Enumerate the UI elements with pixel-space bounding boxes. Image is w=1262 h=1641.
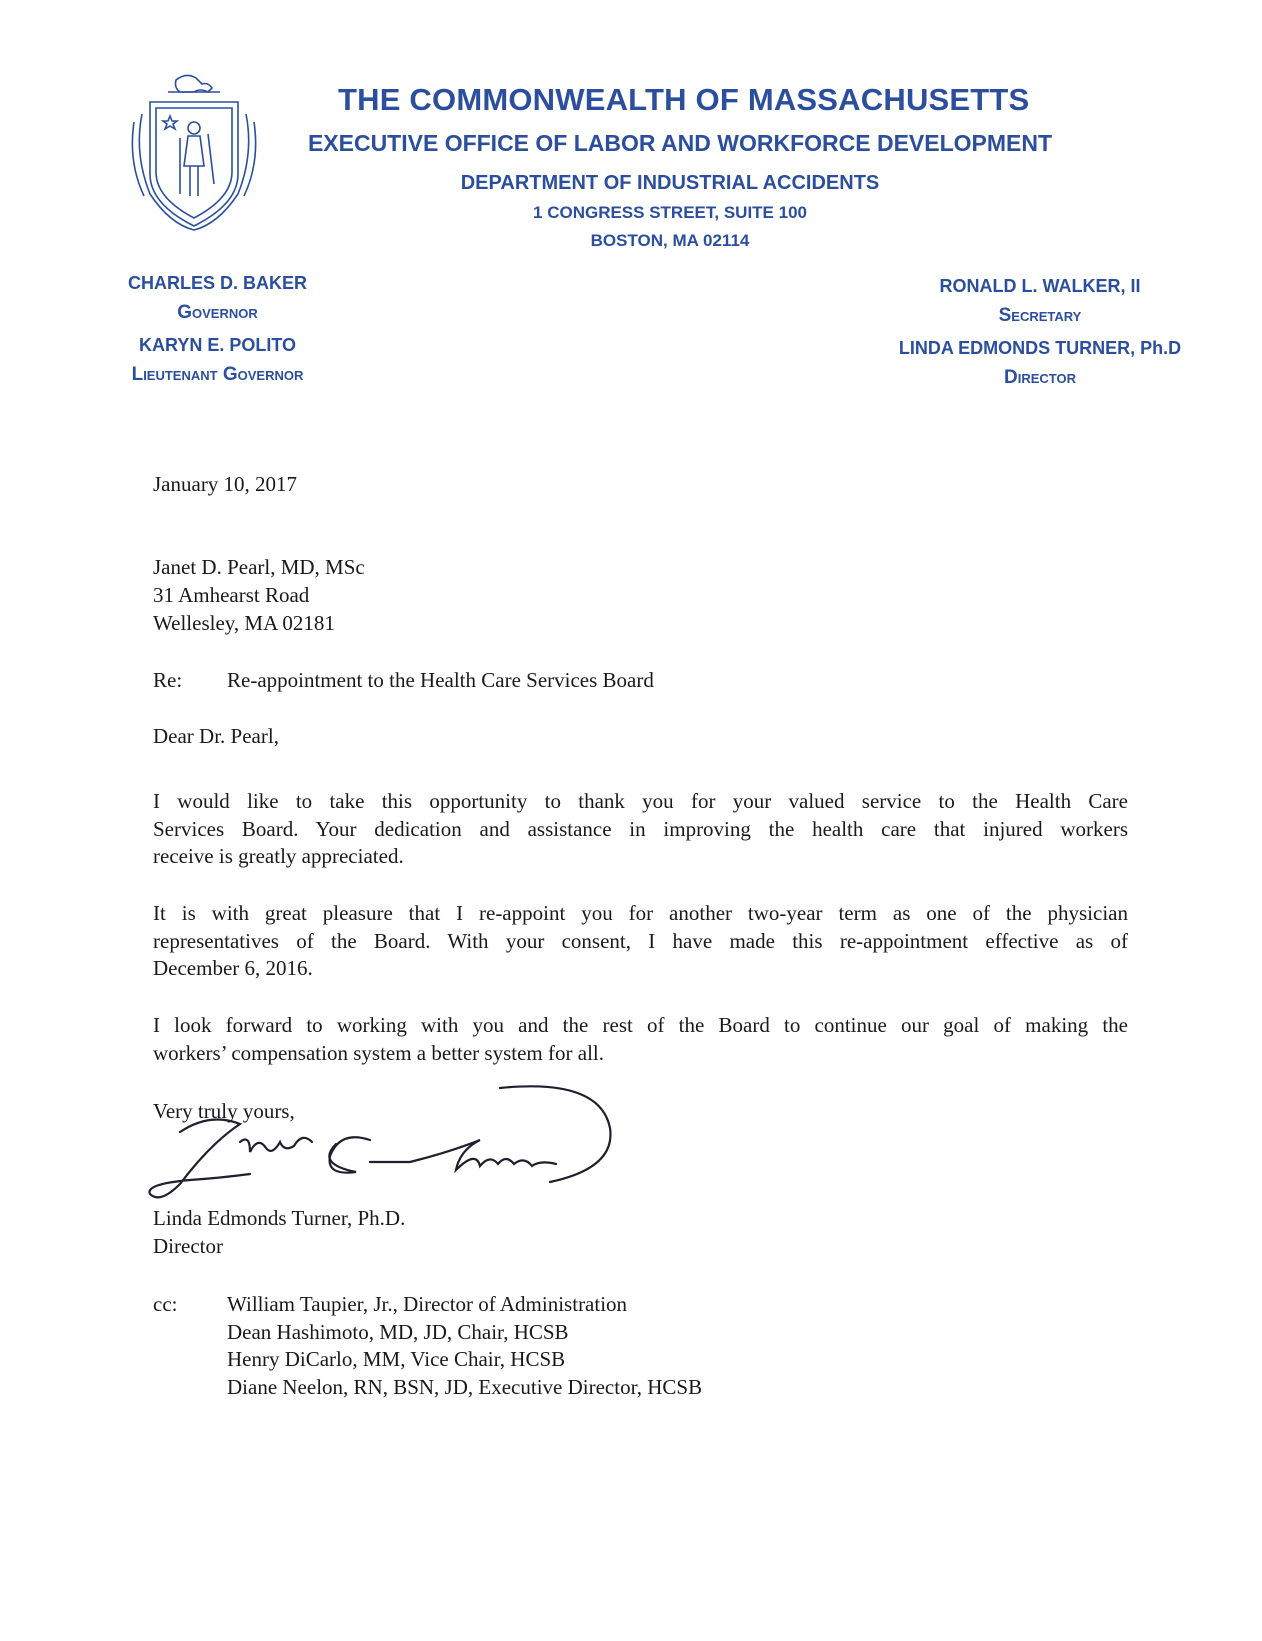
signer-name: Linda Edmonds Turner, Ph.D. [153,1206,406,1230]
official-name: KARYN E. POLITO [138,335,297,355]
subject-line [153,666,654,694]
official-name: CHARLES D. BAKER [127,273,307,293]
officials-left [95,268,340,392]
recipient-line: Wellesley, MA 02181 [153,611,335,635]
cc-recipient: Dean Hashimoto, MD, JD, Chair, HCSB [227,1319,569,1344]
letter-date: January 10, 2017 [153,472,298,496]
recipient-line: 31 Amhearst Road [153,583,310,607]
cc-list [227,1290,702,1400]
paragraph-line: receive is greatly appreciated. [153,844,404,868]
official-title: Lieutenant Governor [131,364,304,385]
subject-label: Re: [153,668,183,692]
official-title: Secretary [998,305,1082,326]
official-title: Governor [177,302,258,323]
body-paragraph [153,1012,1128,1067]
letterhead-address-line1: 1 CONGRESS STREET, SUITE 100 [533,203,807,222]
salutation: Dear Dr. Pearl, [153,724,279,748]
cc-recipient: Diane Neelon, RN, BSN, JD, Executive Director, HCSB [227,1374,703,1399]
official-title: Director [1004,367,1076,388]
paragraph-line: I look forward to working with you and the rest of the Board to continue our goal of making the [153,1013,1128,1037]
massachusetts-seal-icon [128,66,260,236]
subject-text: Re-appointment to the Health Care Services Board [227,668,654,692]
closing: Very truly yours, [153,1099,295,1123]
letterhead-office: EXECUTIVE OFFICE OF LABOR AND WORKFORCE DEVELOPMENT [307,130,1053,156]
letterhead-department: DEPARTMENT OF INDUSTRIAL ACCIDENTS [460,172,880,194]
paragraph-line: It is with great pleasure that I re-appoint you for another two-year term as one of the physician [153,901,1128,925]
letterhead-address-line2: BOSTON, MA 02114 [590,231,750,250]
official-name: LINDA EDMONDS TURNER, Ph.D [898,338,1182,358]
body-paragraph [153,900,1128,983]
letterhead-title: THE COMMONWEALTH OF MASSACHUSETTS [338,82,1030,117]
body-paragraph [153,788,1128,871]
officials-right [870,271,1210,395]
paragraph-line: December 6, 2016. [153,956,313,980]
paragraph-line: I would like to take this opportunity to thank you for your valued service to the Health Care [153,789,1128,813]
paragraph-line: representatives of the Board. With your consent, I have made this re-appointment effective as of [153,928,1128,953]
cc-label: cc: [153,1292,178,1316]
cc-recipient: Henry DiCarlo, MM, Vice Chair, HCSB [227,1347,566,1371]
paragraph-line: Services Board. Your dedication and assistance in improving the health care that injured workers [153,816,1128,841]
cc-block [153,1290,702,1400]
recipient-line: Janet D. Pearl, MD, MSc [153,555,365,579]
cc-recipient: William Taupier, Jr., Director of Administration [227,1292,628,1316]
recipient-address [153,553,365,637]
official-name: RONALD L. WALKER, II [939,276,1141,296]
handwritten-signature [140,1080,640,1210]
paragraph-line: workers’ compensation system a better system for all. [153,1040,604,1065]
signer-title: Director [153,1234,223,1258]
